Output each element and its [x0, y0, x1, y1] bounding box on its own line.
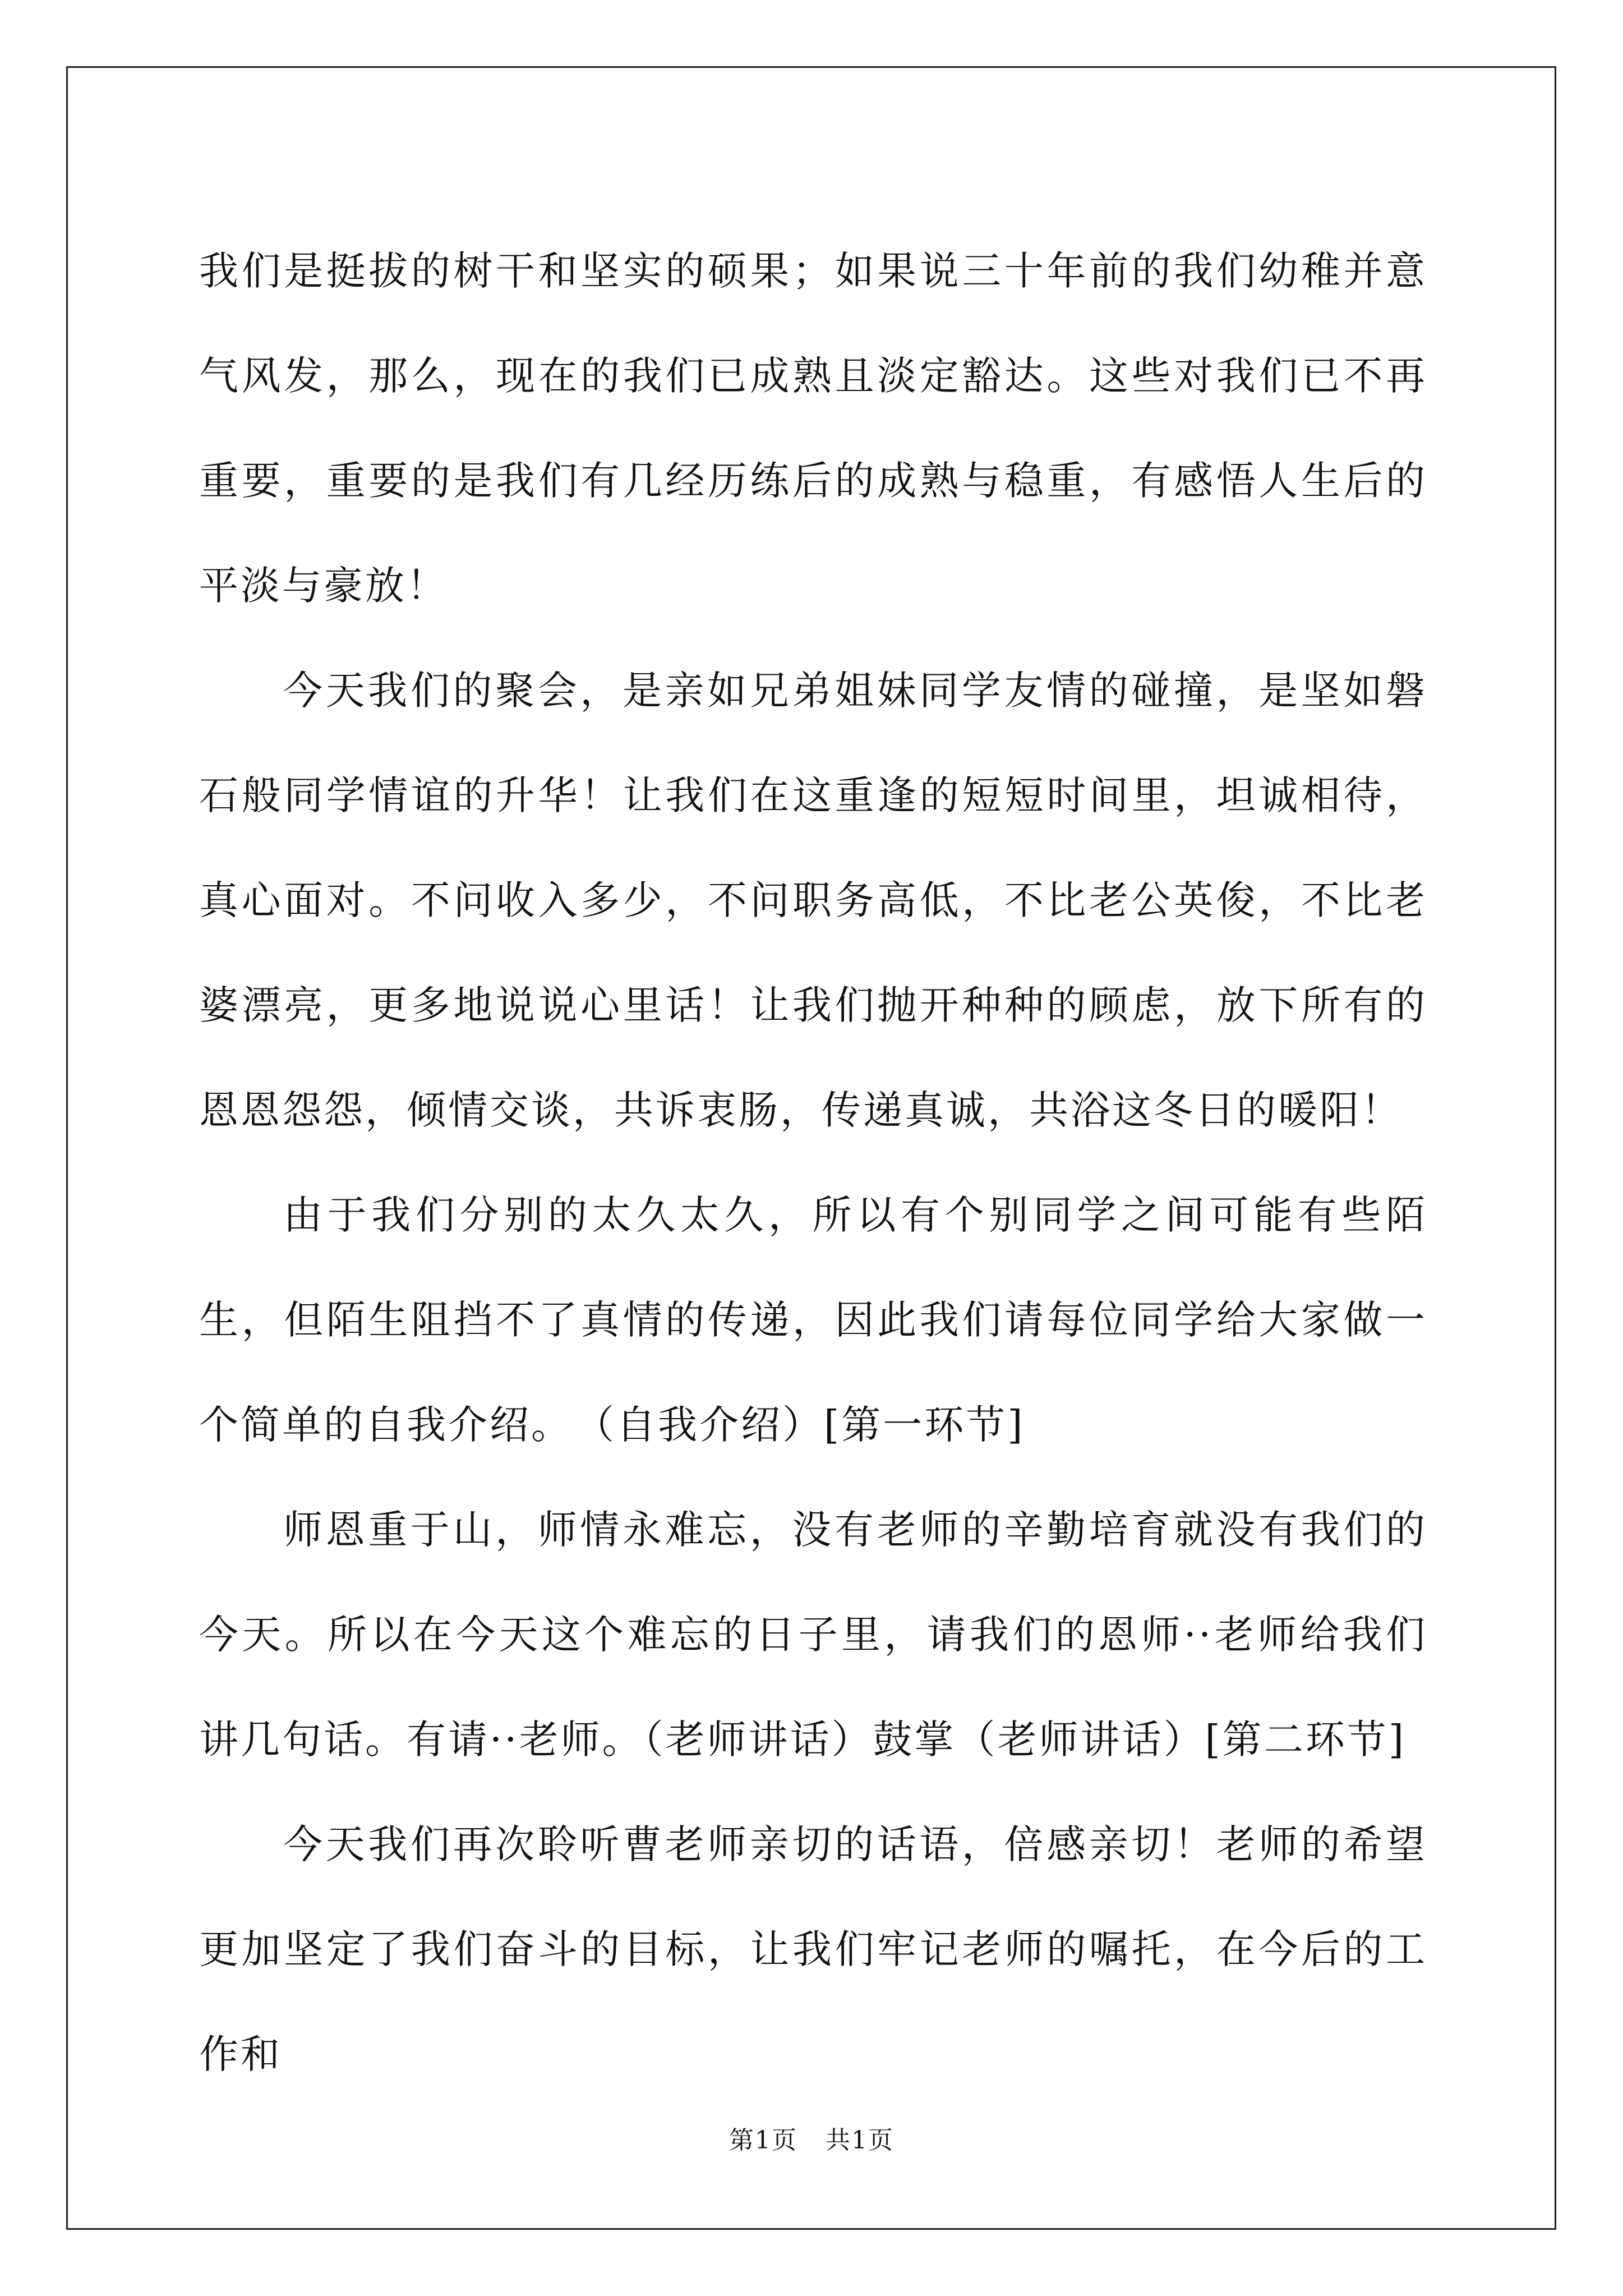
page-number-total: 共1页: [826, 2126, 894, 2155]
paragraph-5: 今天我们再次聆听曹老师亲切的话语，倍感亲切！老师的希望更加坚定了我们奋斗的目标，让我们牢记老师的嘱托，在今后的工作和: [199, 1821, 1427, 2077]
page-number-current: 第1页: [729, 2126, 797, 2155]
paragraph-2: 今天我们的聚会，是亲如兄弟姐妹同学友情的碰撞，是坚如磐石般同学情谊的升华！让我们在这重逢的短短时间里，坦诚相待，真心面对。不问收入多少，不问职务高低，不比老公英俊，不比老婆漂亮，更多地说说心里话！让我们抛开种种的顾虑，放下所有的恩恩怨怨，倾情交谈，共诉衷肠，传递真诚，共浴这冬日的暖阳！: [199, 668, 1427, 1133]
document-body: [199, 219, 1427, 2107]
paragraph-1: 我们是挺拔的树干和坚实的硕果；如果说三十年前的我们幼稚并意气风发，那么，现在的我们已成熟且淡定豁达。这些对我们已不再重要，重要的是我们有几经历练后的成熟与稳重，有感悟人生后的平淡与豪放！: [199, 248, 1427, 609]
page-footer: [0, 2124, 1623, 2157]
paragraph-3: 由于我们分别的太久太久，所以有个别同学之间可能有些陌生，但陌生阻挡不了真情的传递，因此我们请每位同学给大家做一个简单的自我介绍。 （自我介绍）[第一环节]: [199, 1192, 1427, 1448]
paragraph-4: 师恩重于山，师情永难忘，没有老师的辛勤培育就没有我们的今天。所以在今天这个难忘的日子里，请我们的恩师··老师给我们讲几句话。有请··老师。（老师讲话）鼓掌（老师讲话）[第二环节]: [199, 1507, 1427, 1763]
